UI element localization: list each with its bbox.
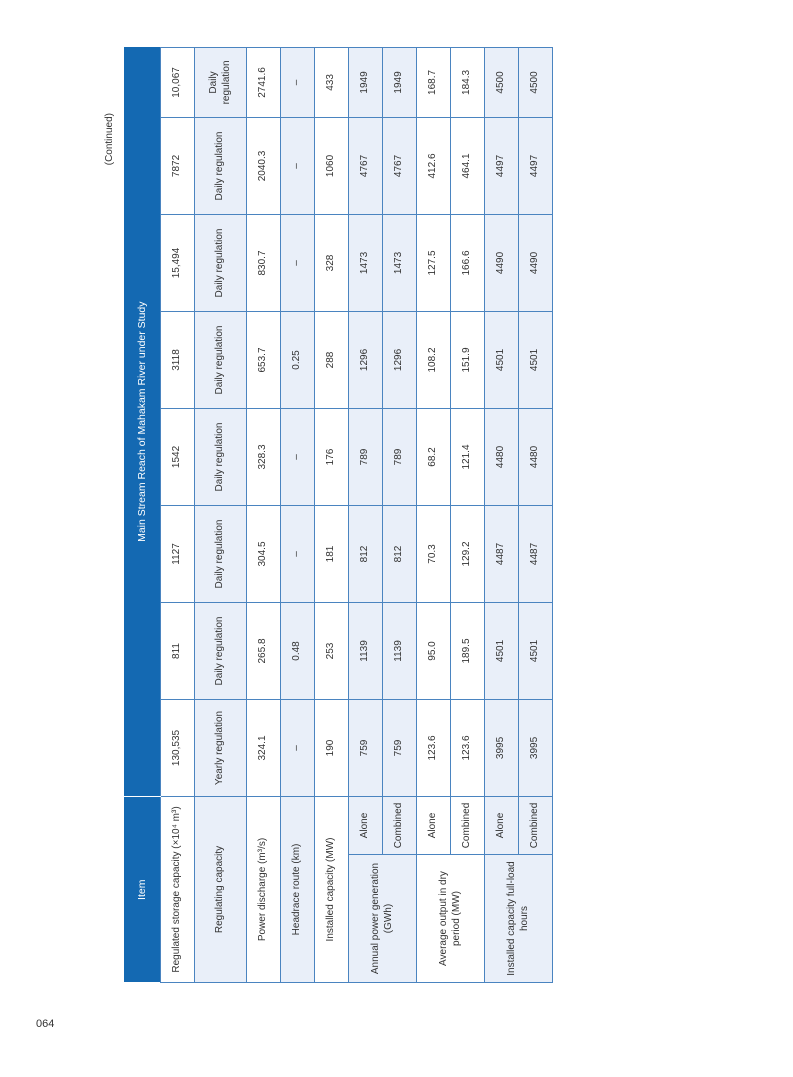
table-cell: Daily regulation [195,505,247,602]
table-cell: 812 [349,505,383,602]
table-cell: – [281,47,315,117]
table-cell: 1949 [349,47,383,117]
table-cell: 10,067 [161,47,195,117]
table-cell: 151.9 [451,311,485,408]
table-cell: 4497 [485,117,519,214]
header-item: Item [124,796,161,982]
rotated-table-block [104,60,546,983]
table-cell: 1949 [383,47,417,117]
sublabel-combined: Combined [451,796,485,854]
table-cell: Daily regulation [195,311,247,408]
table-cell: 95.0 [417,602,451,699]
table-cell: 189.5 [451,602,485,699]
table-cell: 184.3 [451,47,485,117]
table-cell: 3118 [161,311,195,408]
row-label-regulating: Regulating capacity [195,796,247,982]
continued-label: (Continued) [104,113,115,166]
table-cell: 759 [383,699,417,796]
table-cell: 4501 [485,602,519,699]
table-row [349,47,383,982]
table-cell: 4490 [519,214,553,311]
table-cell: 324.1 [247,699,281,796]
table-cell: – [281,505,315,602]
table-cell: 121.4 [451,408,485,505]
table-cell: 127.5 [417,214,451,311]
sublabel-alone: Alone [485,796,519,854]
table-cell: 1139 [383,602,417,699]
table-cell: 811 [161,602,195,699]
header-main-stream: Main Stream Reach of Mahakam River under Study [124,47,161,796]
table-cell: 4501 [519,602,553,699]
table-cell: 68.2 [417,408,451,505]
table-cell: Daily regulation [195,408,247,505]
table-cell: 789 [383,408,417,505]
table-cell: 4480 [519,408,553,505]
table-cell: Daily regulation [195,602,247,699]
table-cell: 129.2 [451,505,485,602]
row-label-generation: Annual power generation (GWh) [349,855,417,983]
table-cell: 653.7 [247,311,281,408]
table-cell: 4490 [485,214,519,311]
table-cell: – [281,699,315,796]
table-cell: 166.6 [451,214,485,311]
table-row [417,47,451,982]
row-label-hours: Installed capacity full-load hours [485,855,553,983]
table-cell: 789 [349,408,383,505]
row-label-storage: Regulated storage capacity (×10⁴ m³) [161,796,195,982]
sublabel-alone: Alone [417,796,451,854]
hydropower-parameters-table [124,47,553,983]
table-cell: 168.7 [417,47,451,117]
row-label-dry-output: Average output in dry period (MW) [417,855,485,983]
table-cell: 7872 [161,117,195,214]
table-cell: 4767 [349,117,383,214]
table-cell: 130,535 [161,699,195,796]
table-cell: 123.6 [451,699,485,796]
table-cell: 412.6 [417,117,451,214]
table-cell: 1473 [349,214,383,311]
table-cell: 4487 [519,505,553,602]
table-cell: 464.1 [451,117,485,214]
table-cell: 15,494 [161,214,195,311]
table-cell: 0.48 [281,602,315,699]
table-cell: 265.8 [247,602,281,699]
table-cell: 176 [315,408,349,505]
table-cell: 4767 [383,117,417,214]
table-cell: 253 [315,602,349,699]
table-row [485,47,519,982]
table-cell: 830.7 [247,214,281,311]
table-cell: 4497 [519,117,553,214]
table-cell: 812 [383,505,417,602]
table-cell: 3995 [485,699,519,796]
row-label-headrace: Headrace route (km) [281,796,315,982]
row-label-installed: Installed capacity (MW) [315,796,349,982]
table-cell: – [281,214,315,311]
table-cell: 4501 [519,311,553,408]
table-cell: Daily regulation [195,117,247,214]
table-cell: Daily regulation [195,214,247,311]
table-cell: 759 [349,699,383,796]
page-number: 064 [36,1018,55,1030]
table-row [161,47,195,982]
table-cell: 0.25 [281,311,315,408]
table-cell: 1542 [161,408,195,505]
table-cell: 123.6 [417,699,451,796]
sublabel-alone: Alone [349,796,383,854]
table-row [281,47,315,982]
table-cell: Yearly regulation [195,699,247,796]
table-cell: 304.5 [247,505,281,602]
table-cell: 108.2 [417,311,451,408]
table-row [451,47,485,982]
table-row [383,47,417,982]
table-cell: 328 [315,214,349,311]
table-cell: 4500 [485,47,519,117]
table-cell: 1127 [161,505,195,602]
table-cell: Daily regulation [195,47,247,117]
table-cell: 2741.6 [247,47,281,117]
table-cell: 181 [315,505,349,602]
table-cell: 190 [315,699,349,796]
table-cell: 1296 [349,311,383,408]
table-cell: 1473 [383,214,417,311]
sublabel-combined: Combined [519,796,553,854]
table-cell: – [281,408,315,505]
table-cell: 4487 [485,505,519,602]
table-cell: 4500 [519,47,553,117]
table-cell: 4501 [485,311,519,408]
table-row [247,47,281,982]
table-cell: 433 [315,47,349,117]
table-row [519,47,553,982]
table-row [315,47,349,982]
row-label-discharge: Power discharge (m³/s) [247,796,281,982]
table-cell: 288 [315,311,349,408]
table-cell: 3995 [519,699,553,796]
table-cell: 1296 [383,311,417,408]
table-cell: 1139 [349,602,383,699]
table-cell: 70.3 [417,505,451,602]
table-row [195,47,247,982]
table-cell: – [281,117,315,214]
table-cell: 4480 [485,408,519,505]
table-cell: 1060 [315,117,349,214]
table-cell: 2040.3 [247,117,281,214]
sublabel-combined: Combined [383,796,417,854]
table-cell: 328.3 [247,408,281,505]
